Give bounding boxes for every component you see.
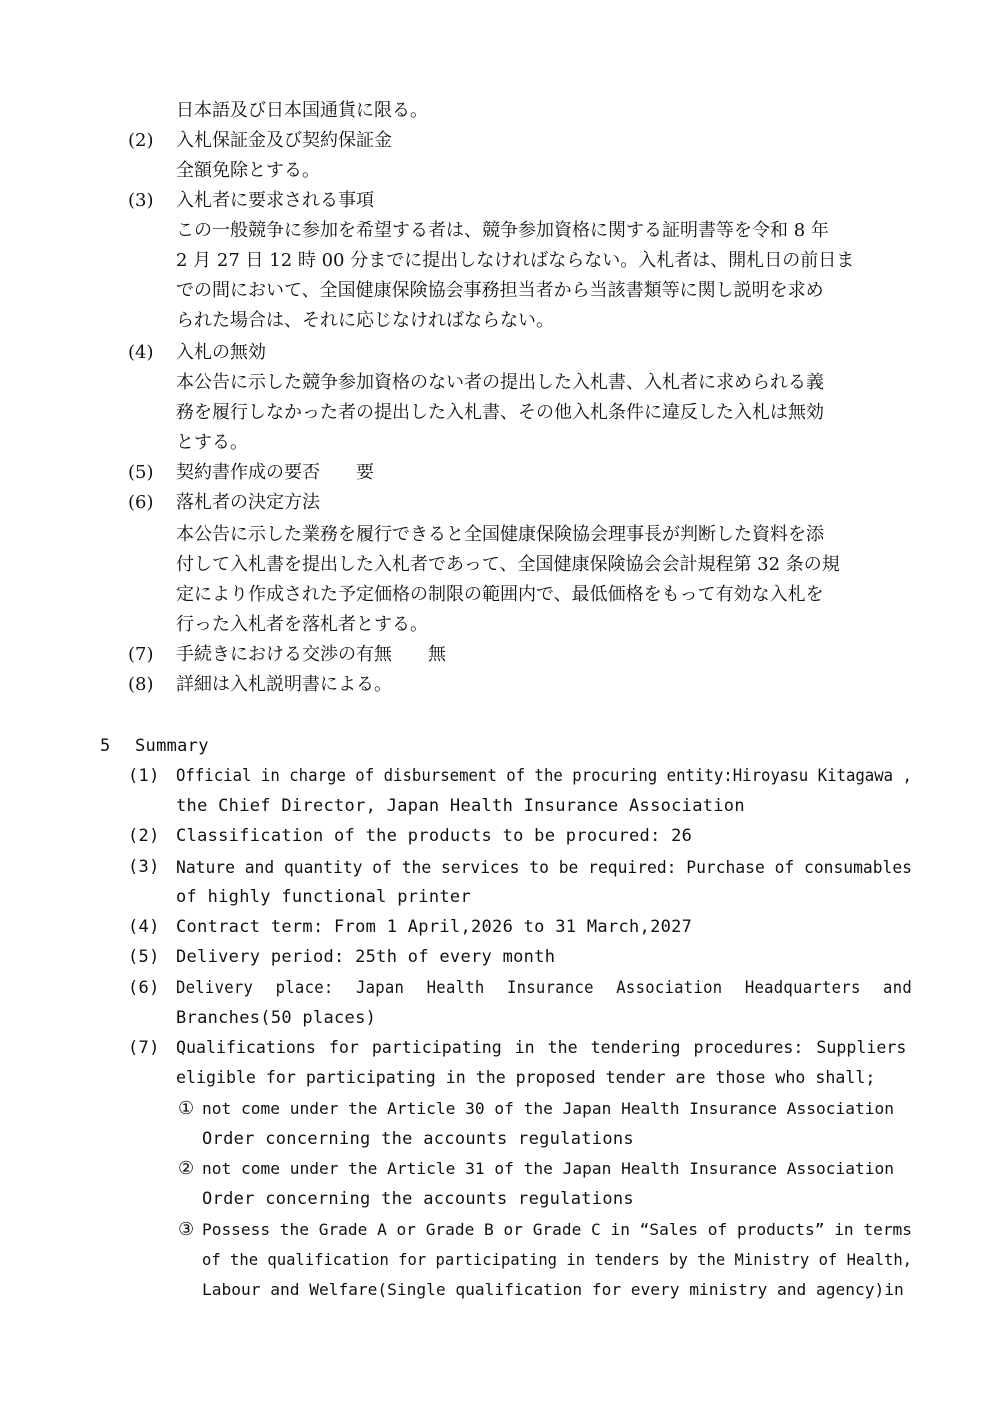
item-number: (6) bbox=[128, 492, 154, 513]
circled-number-3: ③ bbox=[178, 1219, 195, 1240]
summary-line: Branches(50 places) bbox=[176, 1008, 377, 1028]
item-title: 契約書作成の要否 要 bbox=[176, 462, 374, 483]
item-number: (2) bbox=[128, 130, 154, 151]
jp-text-line: 全額免除とする。 bbox=[176, 160, 320, 181]
item-title: 落札者の決定方法 bbox=[176, 492, 320, 513]
summary-line: Contract term: From 1 April,2026 to 31 March,2027 bbox=[176, 917, 693, 937]
summary-line: Classification of the products to be procured: 26 bbox=[176, 826, 693, 846]
jp-text-line: とする。 bbox=[176, 432, 248, 453]
summary-line: eligible for participating in the proposed tender are those who shall; bbox=[176, 1068, 876, 1087]
jp-text-line: 本公告に示した競争参加資格のない者の提出した入札書、入札者に求められる義 bbox=[176, 372, 824, 393]
summary-line: Possess the Grade A or Grade B or Grade C in “Sales of products” in terms bbox=[202, 1220, 913, 1239]
item-title: 入札者に要求される事項 bbox=[176, 190, 374, 211]
jp-text-line: られた場合は、それに応じなければならない。 bbox=[176, 310, 554, 331]
summary-line: of highly functional printer bbox=[176, 887, 471, 907]
summary-item-number: (7) bbox=[128, 1038, 160, 1058]
jp-text-line: この一般競争に参加を希望する者は、競争参加資格に関する証明書等を令和 8 年 bbox=[176, 220, 829, 241]
section-title: Summary bbox=[135, 736, 209, 756]
summary-line: Delivery place: Japan Health Insurance Association Headquarters and bbox=[176, 978, 912, 998]
summary-item-number: (4) bbox=[128, 917, 160, 937]
summary-line: Order concerning the accounts regulations bbox=[202, 1189, 634, 1209]
summary-line: Nature and quantity of the services to be required: Purchase of consumables bbox=[176, 857, 913, 877]
summary-line: not come under the Article 31 of the Japan Health Insurance Association bbox=[202, 1159, 894, 1178]
item-title: 詳細は入札説明書による。 bbox=[176, 674, 392, 695]
summary-line: Qualifications for participating in the tendering procedures: Suppliers bbox=[176, 1038, 907, 1057]
summary-item-number: (5) bbox=[128, 947, 160, 967]
summary-line: Official in charge of disbursement of the procuring entity:Hiroyasu Kitagawa , bbox=[176, 766, 913, 785]
jp-text-line: 本公告に示した業務を履行できると全国健康保険協会理事長が判断した資料を添 bbox=[176, 524, 824, 545]
summary-item-number: (3) bbox=[128, 857, 160, 877]
item-title: 手続きにおける交渉の有無 無 bbox=[176, 644, 446, 665]
item-number: (3) bbox=[128, 190, 154, 211]
item-number: (5) bbox=[128, 462, 154, 483]
jp-text-line: 定により作成された予定価格の制限の範囲内で、最低価格をもって有効な入札を bbox=[176, 584, 824, 605]
item-title: 入札保証金及び契約保証金 bbox=[176, 130, 392, 151]
summary-item-number: (1) bbox=[128, 766, 160, 786]
summary-line: Order concerning the accounts regulations bbox=[202, 1129, 634, 1149]
summary-line: not come under the Article 30 of the Japan Health Insurance Association bbox=[202, 1099, 894, 1118]
summary-item-number: (6) bbox=[128, 978, 160, 998]
jp-text-line: 付して入札書を提出した入札者であって、全国健康保険協会会計規程第 32 条の規 bbox=[176, 554, 840, 575]
item-title: 入札の無効 bbox=[176, 342, 266, 363]
summary-item-number: (2) bbox=[128, 826, 160, 846]
jp-text-line: 2 月 27 日 12 時 00 分までに提出しなければならない。入札者は、開札日の前日ま bbox=[176, 250, 855, 271]
item-number: (7) bbox=[128, 644, 154, 665]
summary-line: the Chief Director, Japan Health Insurance Association bbox=[176, 796, 745, 816]
summary-line: Delivery period: 25th of every month bbox=[176, 947, 556, 967]
jp-text-line: 日本語及び日本国通貨に限る。 bbox=[176, 100, 428, 121]
circled-number-2: ② bbox=[178, 1158, 195, 1179]
summary-line: Labour and Welfare(Single qualification for every ministry and agency)in bbox=[202, 1280, 904, 1299]
item-number: (8) bbox=[128, 674, 154, 695]
item-number: (4) bbox=[128, 342, 154, 363]
jp-text-line: 務を履行しなかった者の提出した入札書、その他入札条件に違反した入札は無効 bbox=[176, 402, 824, 423]
jp-text-line: での間において、全国健康保険協会事務担当者から当該書類等に関し説明を求め bbox=[176, 280, 824, 301]
circled-number-1: ① bbox=[178, 1098, 195, 1119]
section-number: 5 bbox=[100, 736, 111, 756]
summary-line: of the qualification for participating in tenders by the Ministry of Health, bbox=[202, 1250, 913, 1269]
jp-text-line: 行った入札者を落札者とする。 bbox=[176, 614, 428, 635]
